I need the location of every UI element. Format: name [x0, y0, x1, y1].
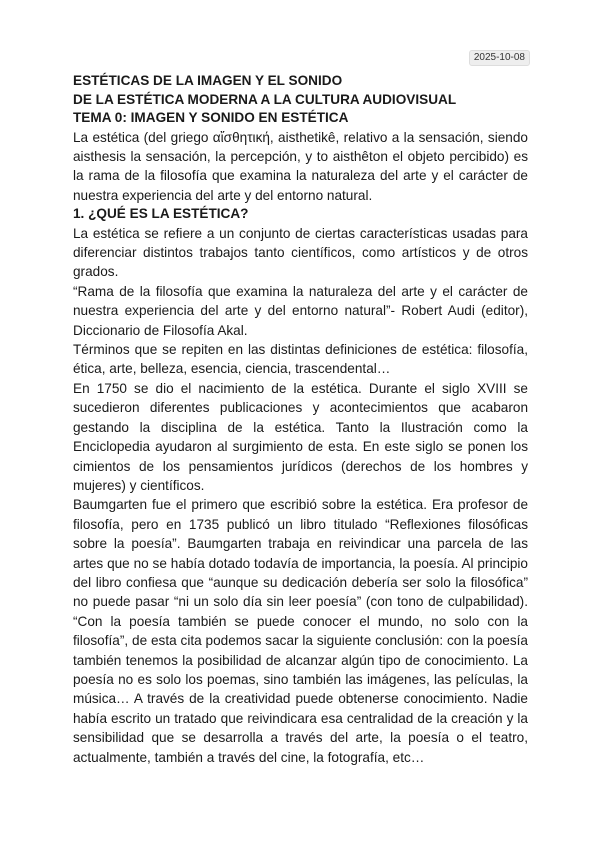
document-subtitle: DE LA ESTÉTICA MODERNA A LA CULTURA AUDIOVISUAL — [73, 91, 457, 107]
section-heading: 1. ¿QUÉ ES LA ESTÉTICA? — [73, 206, 249, 222]
paragraph: La estética se refiere a un conjunto de ciertas características usadas para diferenciar distintos trabajos tanto científicos, como artísticos y de otros grados. — [73, 225, 528, 280]
quote-paragraph: “Rama de la filosofía que examina la naturaleza del arte y el carácter de nuestra experiencia del arte y del entorno natural”- Robert Audi (editor), Diccionario de Filosofía Akal. — [73, 283, 528, 338]
document-body — [73, 72, 528, 767]
date-badge: 2025-10-08 — [469, 50, 530, 66]
intro-paragraph: La estética (del griego αἴσθητική, aisthetikê, relativo a la sensación, siendo aisthesis la sensación, la percepción, y to aisthêton el objeto percibido) es la rama de la filosofía que examina la naturaleza del arte y el carácter de nuestra experiencia del arte y del entorno natural. — [73, 129, 528, 203]
paragraph: En 1750 se dio el nacimiento de la estética. Durante el siglo XVIII se sucedieron diferentes publicaciones y acontecimientos que acabaron gestando la disciplina de la estética. Tanto la Ilustración como la Enciclopedia ayudaron al surgimiento de esta. En este siglo se ponen los cimientos de los pensamientos jurídicos (derechos de los hombres y mujeres) y científicos. — [73, 380, 528, 493]
paragraph: Baumgarten fue el primero que escribió sobre la estética. Era profesor de filosofía, pero en 1735 publicó un libro titulado “Reflexiones filosóficas sobre la poesía”. Baumgarten trabaja en reivindicar una parcela de las artes que no se había dotado todavía de importancia, la poesía. Al principio del libro confiesa que “aunque su dedicación debería ser solo la filosófica” no puede pasar “ni un solo día sin leer poesía” (con tono de culpabilidad). “Con la poesía también se puede conocer el mundo, no solo con la filosofía”, de esta cita podemos sacar la siguiente conclusión: con la poesía también tenemos la posibilidad de alcanzar algún tipo de conocimiento. La poesía no es solo los poemas, sino también las imágenes, las películas, la música… A través de la creatividad puede obtenerse conocimiento. Nadie había escrito un tratado que reivindicara esa centralidad de la creación y la sensibilidad que se desarrolla a través del arte, la poesía o el teatro, actualmente, también a través del cine, la fotografía, etc… — [73, 497, 528, 765]
topic-title: TEMA 0: IMAGEN Y SONIDO EN ESTÉTICA — [73, 110, 349, 125]
document-title: ESTÉTICAS DE LA IMAGEN Y EL SONIDO — [73, 73, 343, 88]
paragraph: Términos que se repiten en las distintas definiciones de estética: filosofía, ética, arte, belleza, esencia, ciencia, trascendental… — [73, 342, 528, 377]
